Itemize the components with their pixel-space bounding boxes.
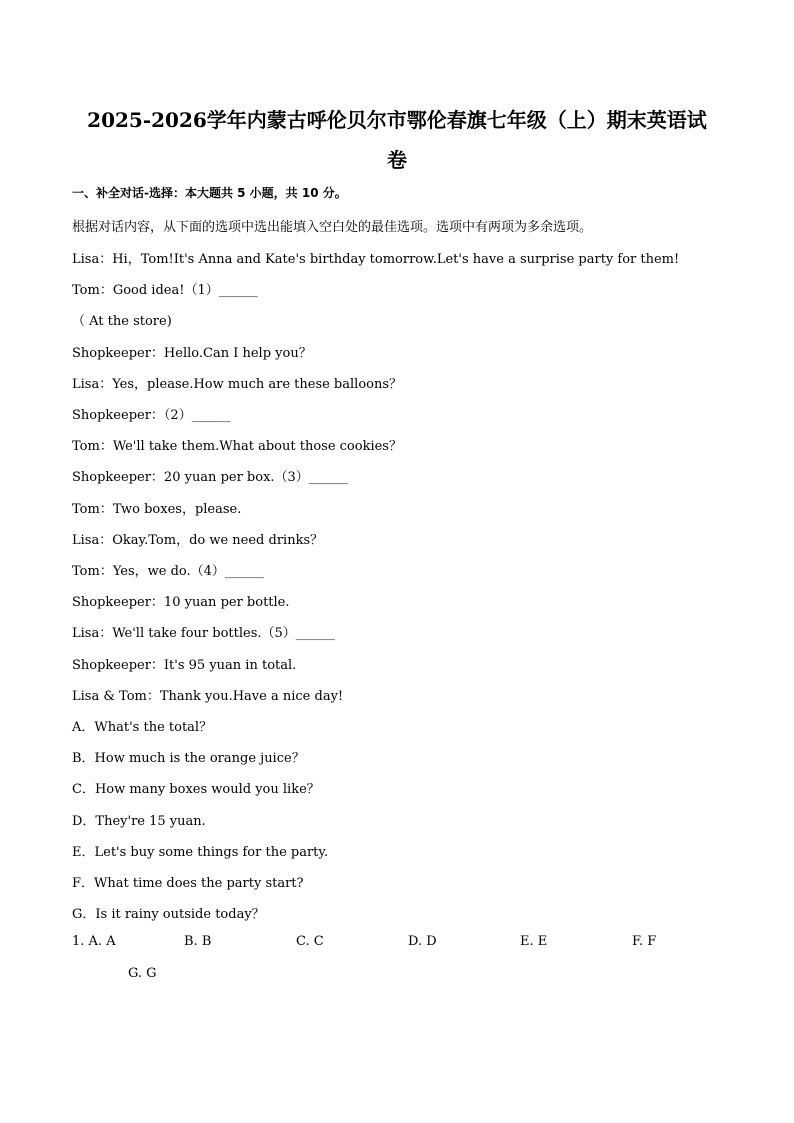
dialogue-text: Shopkeeper：10 yuan per bottle. (72, 595, 290, 611)
dialogue-text: Lisa：Okay.Tom，do we need drinks？ (72, 532, 324, 548)
dialogue-text: Lisa & Tom：Thank you.Have a nice day! (72, 688, 344, 704)
dialogue-text: Lisa：Hi，Tom!It's Anna and Kate's birthday tomorrow.Let's have a surprise party for them! (72, 252, 680, 267)
option-item: B．How much is the orange juice？ (72, 751, 305, 767)
dialogue-line (72, 248, 679, 267)
dialogue-text: Lisa：We'll take four bottles.（5） (72, 626, 296, 642)
dialogue-text: Shopkeeper：It's 95 yuan in total. (72, 657, 297, 673)
option-item: G．Is it rainy outside today？ (72, 907, 265, 923)
dialogue-line (72, 466, 348, 485)
answer-blank[interactable]: ______ (295, 626, 335, 642)
option-item: F．What time does the party start? (72, 876, 304, 891)
dialogue-line (72, 685, 343, 704)
dialogue-line (72, 529, 323, 548)
answer-choice[interactable]: B. B (184, 934, 212, 950)
dialogue-text: Lisa：Yes，please.How much are these balloons？ (72, 376, 403, 392)
dialogue-line (72, 404, 231, 423)
answer-choice[interactable]: G. G (128, 965, 157, 981)
section-heading: 一、补全对话-选择：本大题共 5 小题，共 10 分。 (72, 186, 347, 200)
dialogue-text: Shopkeeper：20 yuan per box.（3） (72, 470, 309, 486)
dialogue-text: Shopkeeper：Hello.Can I help you？ (72, 345, 312, 361)
dialogue-line (72, 622, 335, 641)
option-item: C．How many boxes would you like？ (72, 782, 320, 798)
dialogue-text: Tom：Two boxes，please. (72, 501, 242, 517)
dialogue-text: Shopkeeper：（2） (72, 408, 192, 423)
answer-blank[interactable]: ______ (224, 564, 264, 579)
option-item: A．What's the total？ (72, 720, 213, 735)
answer-blank[interactable]: ______ (218, 283, 258, 299)
exam-title-line-1: 2025-2026学年内蒙古呼伦贝尔市鄂伦春旗七年级（上）期末英语试 (87, 108, 707, 132)
option-item: D．They're 15 yuan. (72, 813, 206, 829)
dialogue-line (72, 498, 241, 517)
answer-choice[interactable]: D. D (408, 934, 437, 950)
dialogue-line (72, 373, 402, 392)
dialogue-text: Tom：Good idea!（1） (72, 283, 219, 299)
dialogue-line (72, 310, 172, 329)
answer-blank[interactable]: ______ (308, 470, 348, 486)
option-item: E．Let's buy some things for the party. (72, 844, 329, 860)
dialogue-line (72, 591, 290, 610)
dialogue-line (72, 342, 312, 361)
dialogue-text: Tom：We'll take them.What about those cookies？ (72, 439, 402, 455)
dialogue-line (72, 560, 264, 579)
dialogue-line (72, 654, 296, 673)
answer-choice[interactable]: 1. A. A (72, 934, 116, 950)
instruction-text: 根据对话内容，从下面的选项中选出能填入空白处的最佳选项。选项中有两项为多余选项。 (72, 220, 593, 235)
answer-choice[interactable]: C. C (296, 934, 324, 950)
dialogue-text: Tom：Yes，we do.（4） (72, 564, 225, 579)
answer-choice[interactable]: E. E (520, 934, 548, 950)
dialogue-line (72, 279, 258, 298)
answer-choice[interactable]: F. F (632, 934, 657, 950)
dialogue-text: （ At the store) (72, 314, 172, 330)
answer-blank[interactable]: ______ (191, 408, 231, 423)
exam-title-line-2: 卷 (387, 148, 407, 172)
dialogue-line (72, 435, 402, 454)
